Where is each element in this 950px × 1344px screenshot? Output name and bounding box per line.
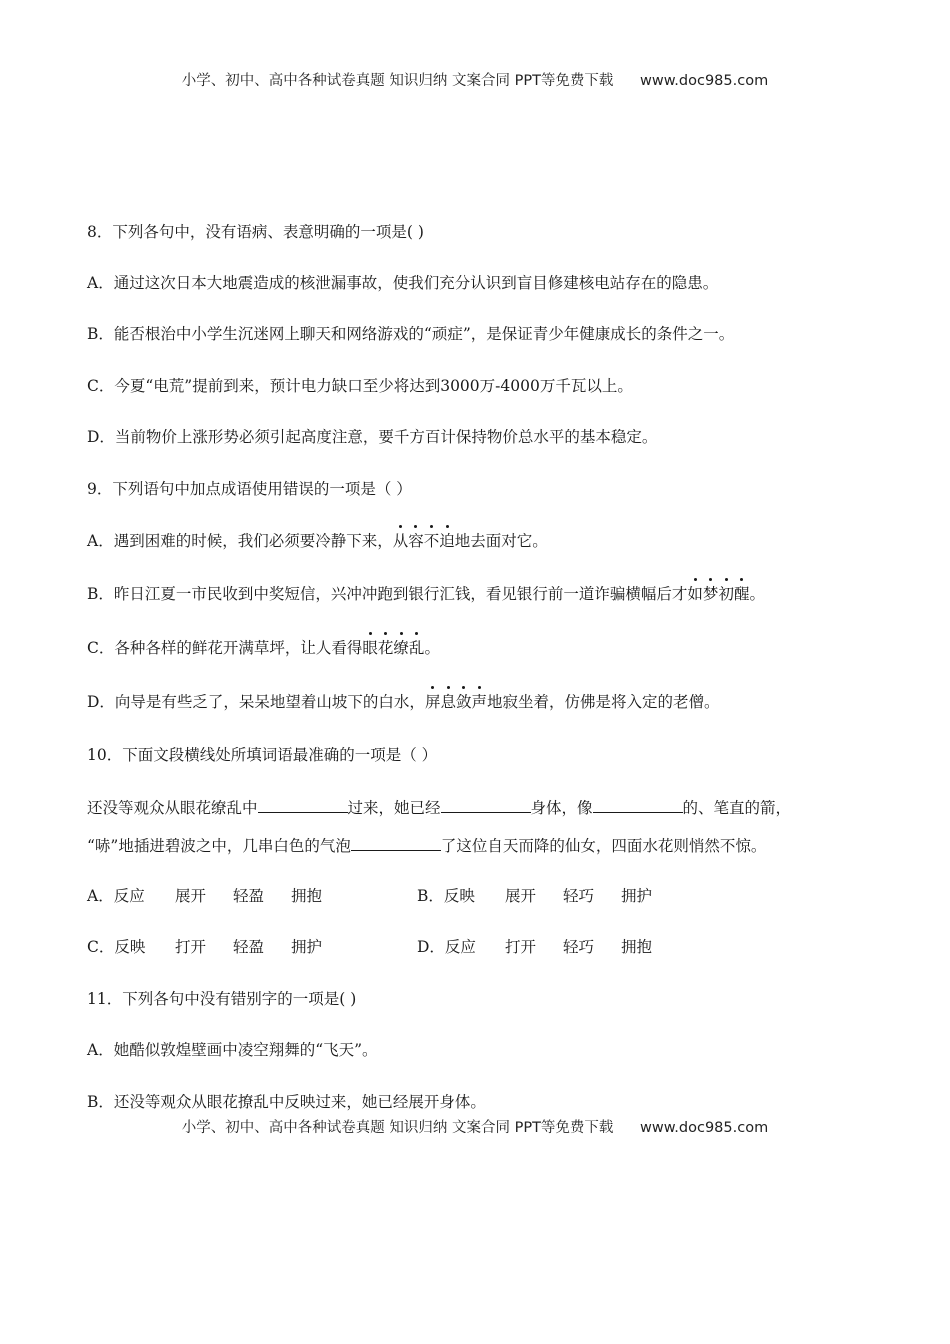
- dotted-char: 醒: [733, 585, 750, 603]
- dotted-char: 从: [392, 532, 409, 550]
- dotted-char: 息: [440, 693, 456, 711]
- fill-blank: [593, 796, 683, 813]
- dotted-char: 乱: [408, 639, 425, 657]
- word: 打开: [175, 938, 207, 956]
- dotted-char: 敛: [455, 693, 472, 711]
- word: 拥护: [621, 887, 653, 905]
- q10-option-b: [417, 885, 652, 907]
- q9-d-text-end: 地寂坐着，仿佛是将入定的老僧。: [487, 693, 720, 711]
- q9-d-text: D．向导是有些乏了，呆呆地望着山坡下的白水，: [87, 693, 425, 711]
- dotted-char: 容: [408, 532, 424, 550]
- dotted-char: 不: [423, 532, 440, 550]
- q11-option-a: A．她酷似敦煌壁画中凌空翔舞的“飞天”。: [87, 1041, 378, 1059]
- word: 轻巧: [563, 887, 595, 905]
- fill-blank: [441, 796, 531, 813]
- q10-options-row-2: [87, 936, 653, 958]
- q10-option-c: [87, 936, 322, 958]
- footer-text: 小学、初中、高中各种试卷真题 知识归纳 文案合同 PPT等免费下载: [181, 1120, 614, 1136]
- word: C．反映: [87, 938, 146, 956]
- dotted-char: 声: [471, 693, 487, 711]
- dotted-char: 初: [718, 585, 734, 603]
- q10-option-a: [87, 885, 322, 907]
- dotted-char: 缭: [393, 639, 409, 657]
- q9-stem: 9．下列语句中加点成语使用错误的一项是（ ）: [87, 480, 412, 498]
- q9-option-d: [87, 691, 720, 713]
- passage-text: 还没等观众从眼花缭乱中: [87, 799, 258, 817]
- q9-option-c: [87, 637, 440, 659]
- dotted-char: 梦: [702, 585, 719, 603]
- q9-option-a: [87, 530, 548, 552]
- q10-passage-line-1: [87, 796, 791, 819]
- page-header: [0, 69, 950, 90]
- fill-blank: [351, 834, 441, 851]
- fill-blank: [258, 796, 348, 813]
- q9-c-text-end: 。: [424, 639, 440, 657]
- passage-text: 的、笔直的箭，: [682, 799, 792, 817]
- word: D．反应: [417, 938, 476, 956]
- word: 轻盈: [233, 938, 265, 956]
- dotted-char: 眼: [362, 639, 378, 657]
- word: 打开: [505, 938, 537, 956]
- word: 展开: [505, 887, 537, 905]
- dotted-char: 如: [687, 585, 703, 603]
- q9-c-text: C．各种各样的鲜花开满草坪，让人看得: [87, 639, 363, 657]
- word: 拥抱: [291, 887, 323, 905]
- dotted-char: 迫: [439, 532, 455, 550]
- q10-passage-line-2: [87, 834, 766, 857]
- word: 拥护: [291, 938, 323, 956]
- dotted-char: 花: [377, 639, 394, 657]
- passage-text: 身体，像: [530, 799, 593, 817]
- q11-stem: 11．下列各句中没有错别字的一项是( ): [87, 990, 357, 1008]
- q10-options-row-1: [87, 885, 653, 907]
- passage-text: 了这位自天而降的仙女，四面水花则悄然不惊。: [440, 837, 767, 855]
- dotted-char: 屏: [424, 693, 441, 711]
- q9-b-text-end: 。: [749, 585, 765, 603]
- q9-a-text-end: 地去面对它。: [454, 532, 548, 550]
- q8-option-a: A．通过这次日本大地震造成的核泄漏事故，使我们充分认识到盲目修建核电站存在的隐患。: [87, 274, 719, 292]
- q9-option-b: [87, 583, 765, 605]
- footer-site: www.doc985.com: [640, 1120, 769, 1136]
- q9-b-text: B．昨日江夏一市民收到中奖短信，兴冲冲跑到银行汇钱，看见银行前一道诈骗横幅后才: [87, 585, 688, 603]
- q8-option-b: B．能否根治中小学生沉迷网上聊天和网络游戏的“顽症”，是保证青少年健康成长的条件之一。: [87, 325, 735, 343]
- q8-option-c: C．今夏“电荒”提前到来，预计电力缺口至少将达到3000万-4000万千瓦以上。: [87, 377, 633, 395]
- passage-text: 过来，她已经: [347, 799, 441, 817]
- word: A．反应: [87, 887, 145, 905]
- word: 轻盈: [233, 887, 265, 905]
- q9-a-text: A．遇到困难的时候，我们必须要冷静下来，: [87, 532, 393, 550]
- passage-text: “哧”地插进碧波之中，几串白色的气泡: [87, 837, 351, 855]
- q10-stem: 10．下面文段横线处所填词语最准确的一项是（ ）: [87, 746, 438, 764]
- q8-option-d: D．当前物价上涨形势必须引起高度注意，要千方百计保持物价总水平的基本稳定。: [87, 428, 658, 446]
- word: B．反映: [417, 887, 475, 905]
- header-text: 小学、初中、高中各种试卷真题 知识归纳 文案合同 PPT等免费下载: [181, 73, 614, 89]
- header-site: www.doc985.com: [640, 73, 769, 89]
- page-footer: [0, 1116, 950, 1137]
- q10-option-d: [417, 936, 652, 958]
- q11-option-b: B．还没等观众从眼花撩乱中反映过来，她已经展开身体。: [87, 1093, 486, 1111]
- word: 展开: [175, 887, 207, 905]
- word: 拥抱: [621, 938, 653, 956]
- q8-stem: 8．下列各句中，没有语病、表意明确的一项是( ): [87, 223, 424, 241]
- word: 轻巧: [563, 938, 595, 956]
